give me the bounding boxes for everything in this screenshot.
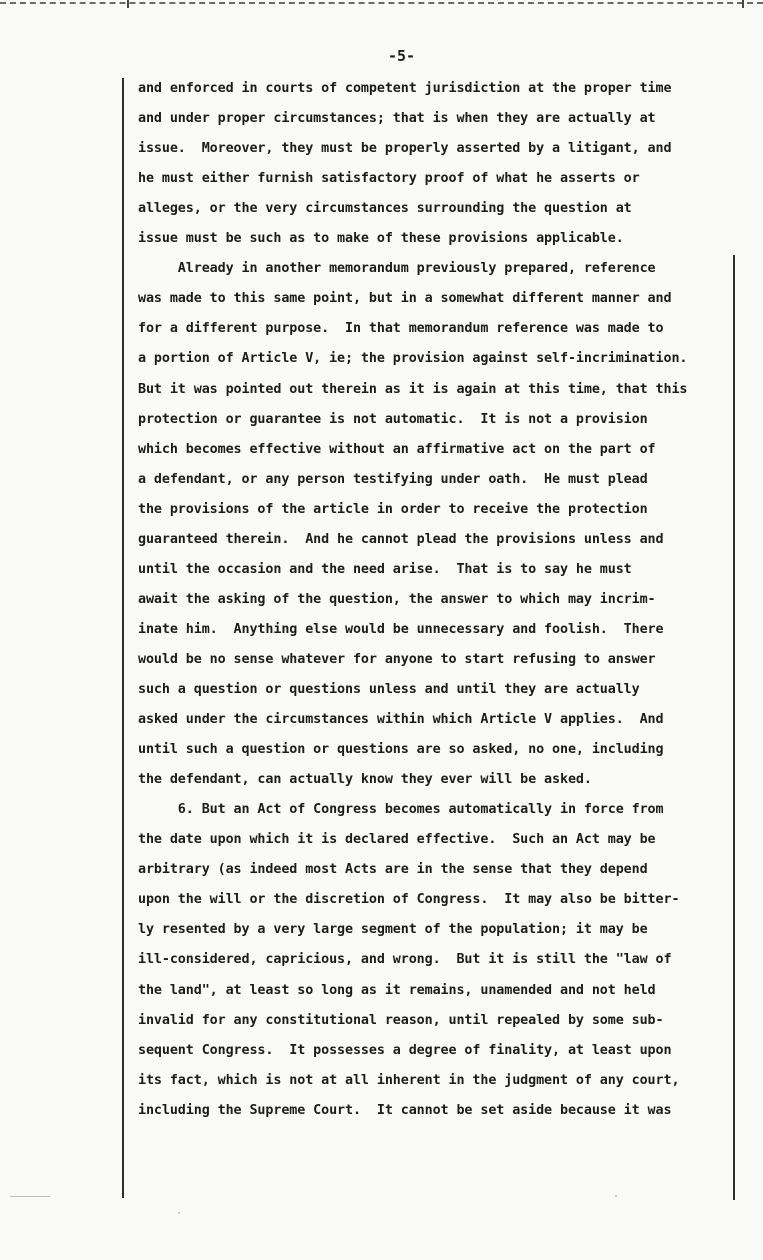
text-line: alleges, or the very circumstances surrounding the question at: [138, 201, 632, 217]
scan-speck: [178, 1212, 180, 1214]
text-line: would be no sense whatever for anyone to start refusing to answer: [138, 651, 656, 667]
page-number: -5-: [387, 47, 416, 65]
text-line: inate him. Anything else would be unnecessary and foolish. There: [138, 621, 664, 637]
text-line: issue must be such as to make of these provisions applicable.: [138, 231, 624, 247]
scan-speck: [10, 1196, 50, 1197]
text-line: arbitrary (as indeed most Acts are in the sense that they depend: [138, 862, 648, 878]
text-line: issue. Moreover, they must be properly asserted by a litigant, and: [138, 141, 672, 157]
text-line: and under proper circumstances; that is when they are actually at: [138, 111, 656, 127]
text-line: Already in another memorandum previously prepared, reference: [138, 261, 656, 277]
text-line: which becomes effective without an affirmative act on the part of: [138, 441, 656, 457]
text-line: the land", at least so long as it remains, unamended and not held: [138, 982, 656, 998]
text-line: invalid for any constitutional reason, until repealed by some sub-: [138, 1012, 664, 1028]
text-line: and enforced in courts of competent jurisdiction at the proper time: [138, 81, 672, 96]
text-line: including the Supreme Court. It cannot be set aside because it was: [138, 1102, 672, 1118]
text-line: 6. But an Act of Congress becomes automatically in force from: [138, 802, 664, 818]
text-line: he must either furnish satisfactory proof of what he asserts or: [138, 171, 640, 187]
text-line: upon the will or the discretion of Congress. It may also be bitter-: [138, 892, 680, 908]
text-line: asked under the circumstances within which Article V applies. And: [138, 712, 664, 728]
text-line: a defendant, or any person testifying under oath. He must plead: [138, 471, 648, 487]
text-line: its fact, which is not at all inherent in the judgment of any court,: [138, 1072, 680, 1088]
scan-speck: [615, 1195, 617, 1197]
text-line: ly resented by a very large segment of the population; it may be: [138, 922, 648, 938]
text-line: sequent Congress. It possesses a degree of finality, at least upon: [138, 1042, 672, 1058]
text-line: a portion of Article V, ie; the provision against self-incrimination.: [138, 351, 688, 367]
text-line: protection or guarantee is not automatic. It is not a provision: [138, 411, 648, 427]
text-line: until such a question or questions are so asked, no one, including: [138, 742, 664, 758]
text-line: ill-considered, capricious, and wrong. But it is still the "law of: [138, 952, 672, 968]
text-line: was made to this same point, but in a somewhat different manner and: [138, 291, 672, 307]
text-line: such a question or questions unless and until they are actually: [138, 682, 640, 697]
text-line: the provisions of the article in order to receive the protection: [138, 501, 648, 517]
text-line: guaranteed therein. And he cannot plead the provisions unless and: [138, 531, 664, 547]
text-line: for a different purpose. In that memorandum reference was made to: [138, 321, 664, 337]
text-line: until the occasion and the need arise. That is to say he must: [138, 561, 632, 577]
text-line: await the asking of the question, the answer to which may incrim-: [138, 591, 656, 607]
text-line: the defendant, can actually know they ever will be asked.: [138, 772, 592, 788]
text-line: But it was pointed out therein as it is again at this time, that this: [138, 381, 688, 397]
text-line: the date upon which it is declared effective. Such an Act may be: [138, 832, 656, 848]
